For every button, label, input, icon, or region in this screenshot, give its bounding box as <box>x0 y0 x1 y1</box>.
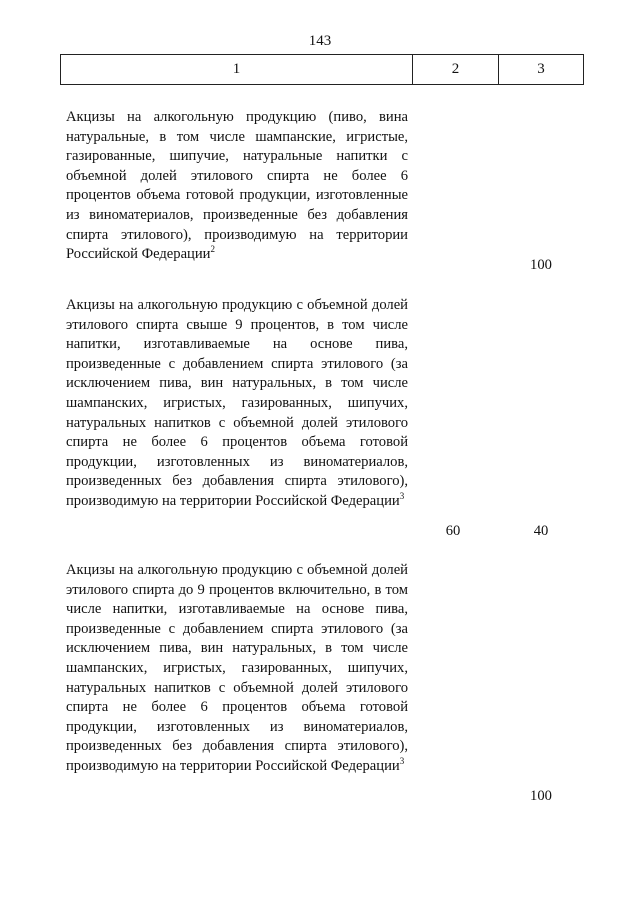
row-text: Акцизы на алкогольную продукцию с объемной долей этилового спирта свыше 9 процентов, в том числе напитки, изготавливаемые на основе пива, произведенные с добавлением спирта этилового (за исключением пива, вин натуральных, в том числе шампанских, игристых, газированных, шипучих, натуральных напитков с объемной долей этилового спирта не более 6 процентов объема готовой продукции, изготовленных из виноматериалов, произведенных без добавления спирта этилового), производимую на территории Российской Федерации <box>66 297 408 509</box>
page-number: 143 <box>308 33 332 49</box>
row-value-col3: 100 <box>530 788 552 804</box>
column-header-3: 3 <box>537 61 545 77</box>
row-description <box>66 108 408 265</box>
row-value-col2: 60 <box>445 523 461 539</box>
row-value-col3: 40 <box>533 523 549 539</box>
footnote-marker: 3 <box>399 491 405 502</box>
footnote-marker: 2 <box>210 244 215 255</box>
footnote-marker: 3 <box>399 756 405 767</box>
row-value-col3: 100 <box>530 257 552 273</box>
column-header-1: 1 <box>61 55 413 84</box>
row-description <box>66 561 408 777</box>
column-header-2: 2 <box>413 55 499 84</box>
row-text: Акцизы на алкогольную продукцию (пиво, вина натуральные, в том числе шампанские, игристые, газированные, шипучие, натуральные напитки с объемной долей этилового спирта не более 6 процентов объема готовой продукции, изготовленные из виноматериалов, произведенные без добавления спирта этилового), производимую на территории Российской Федерации <box>66 109 408 263</box>
row-description <box>66 296 408 512</box>
row-text: Акцизы на алкогольную продукцию с объемной долей этилового спирта до 9 процентов включительно, в том числе напитки, изготавливаемые на основе пива, произведенные с добавлением спирта этилового (за исключением пива, вин натуральных, в том числе шампанских, игристых, газированных, шипучих, натуральных напитков с объемной долей этилового спирта не более 6 процентов объема готовой продукции, изготовленных из виноматериалов, произведенных без добавления спирта этилового), производимую на территории Российской Федерации <box>66 562 408 774</box>
column-header-table <box>60 54 584 85</box>
